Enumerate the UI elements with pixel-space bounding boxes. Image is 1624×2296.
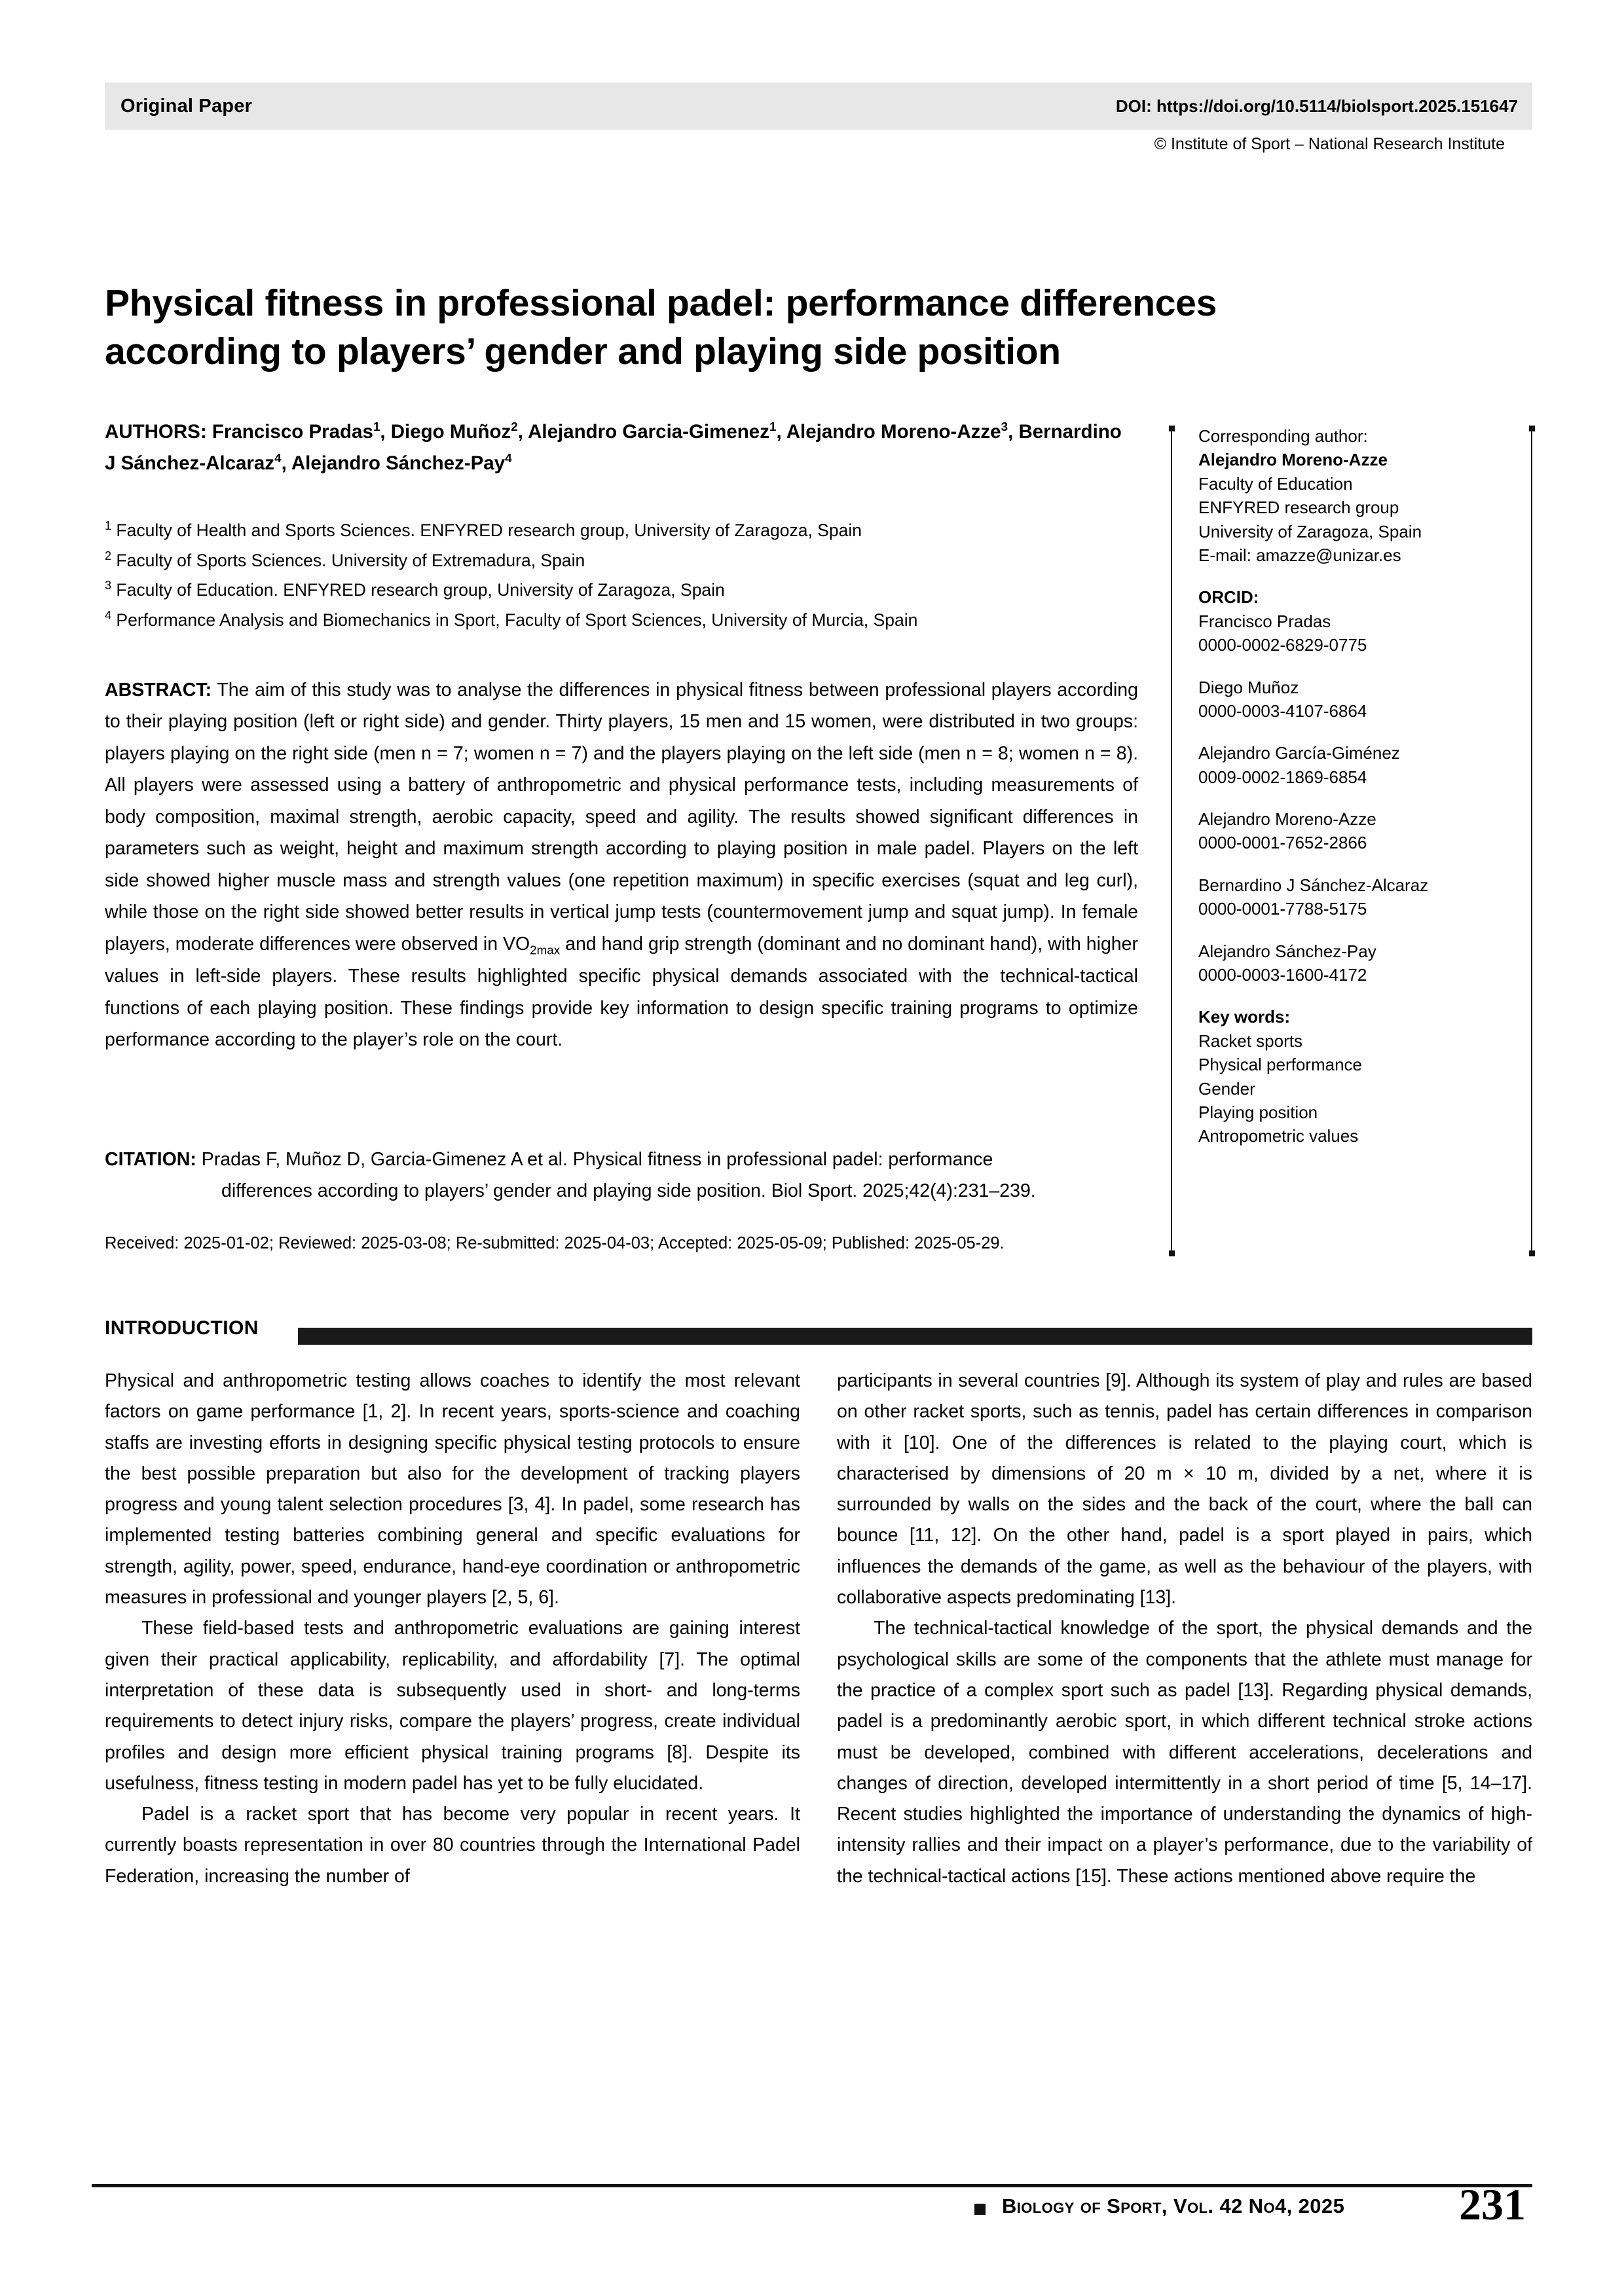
corresponding-author-email[interactable]: E-mail: amazze@unizar.es (1198, 545, 1401, 565)
abstract-subscript: 2max (530, 943, 561, 957)
corresponding-author-block (1198, 424, 1473, 567)
keyword-item: Racket sports (1198, 1030, 1302, 1051)
sidebar-rule-left (1171, 426, 1172, 1256)
sidebar-rule-right (1531, 426, 1532, 1256)
orcid-entry (1198, 741, 1473, 789)
affiliation-text: Faculty of Health and Sports Sciences. ENFYRED research group, University of Zaragoza, Spain (116, 520, 862, 540)
keyword-item: Antropometric values (1198, 1126, 1359, 1146)
orcid-id[interactable]: 0000-0001-7652-2866 (1198, 833, 1367, 853)
orcid-name: Alejandro García-Giménez (1198, 743, 1400, 763)
orcid-id[interactable]: 0000-0003-4107-6864 (1198, 701, 1367, 721)
paragraph: These field-based tests and anthropometric evaluations are gaining interest given their practical applicability, replicability, and affordability [7]. The optimal interpretation of these data is subsequently used in short- and long-terms requirements to detect injury risks, compare the players’ progress, create individual profiles and design more efficient physical training programs [8]. Despite its usefulness, fitness testing in modern padel has yet to be fully elucidated. (105, 1618, 800, 1794)
orcid-entry (1198, 939, 1473, 987)
abstract-part-2: and hand grip strength (dominant and no dominant hand), with higher values in left-side players. These results highlighted specific physical demands associated with the technical-tactical functions of each playing position. These findings provide key information to design specific training programs to optimize performance according to the player’s role on the court. (105, 933, 1138, 1051)
paragraph: Physical and anthropometric testing allows coaches to identify the most relevant factors on game performance [1, 2]. In recent years, sports-science and coaching staffs are investing efforts in designing specific physical testing protocols to ensure the best possible preparation but also for the development of tracking players progress and young talent selection procedures [3, 4]. In padel, some research has implemented testing batteries combining general and specific evaluations for strength, agility, power, speed, endurance, hand-eye coordination or anthropometric measures in professional and younger players [2, 5, 6]. (105, 1370, 800, 1609)
orcid-label: ORCID: (1198, 587, 1259, 608)
keywords-block (1198, 1005, 1473, 1148)
affiliations-list (105, 516, 1126, 635)
orcid-entry (1198, 807, 1473, 855)
orcid-id[interactable]: 0000-0003-1600-4172 (1198, 965, 1367, 985)
keyword-item: Physical performance (1198, 1055, 1362, 1075)
doi-label[interactable]: DOI: https://doi.org/10.5114/biolsport.2025.151647 (1115, 96, 1518, 116)
affiliation-item: $^2$ Faculty of Sports Sciences. University of Extremadura, Spain (105, 549, 585, 570)
keyword-item: Gender (1198, 1078, 1255, 1099)
footer-rule (92, 2184, 1532, 2187)
orcid-name: Alejandro Moreno-Azze (1198, 809, 1376, 829)
header-band (105, 82, 1532, 130)
corresponding-author-name: Alejandro Moreno-Azze (1198, 450, 1388, 470)
orcid-id[interactable]: 0000-0002-6829-0775 (1198, 635, 1367, 655)
section-heading-introduction: INTRODUCTION (105, 1317, 259, 1339)
orcid-name: Alejandro Sánchez-Pay (1198, 941, 1376, 961)
sidebar-rule-cap-bottom-left (1169, 1250, 1175, 1256)
affiliation-item: $^4$ Performance Analysis and Biomechanics in Sport, Faculty of Sport Sciences, University of Murcia, Spain (105, 608, 918, 630)
affiliation-text: Performance Analysis and Biomechanics in Sport, Faculty of Sport Sciences, University of Murcia, Spain (116, 610, 918, 630)
corresponding-author-university: University of Zaragoza, Spain (1198, 521, 1422, 541)
authors-line (105, 416, 1126, 479)
affiliation-item: $^3$ Faculty of Education. ENFYRED research group, University of Zaragoza, Spain (105, 579, 725, 600)
abstract-block (105, 674, 1138, 1055)
abstract-label: ABSTRACT: (105, 680, 212, 701)
affiliation-text: Faculty of Sports Sciences. University of Extremadura, Spain (116, 550, 585, 570)
paragraph: The technical-tactical knowledge of the sport, the physical demands and the psychological skills are some of the components that the athlete must manage for the practice of a complex sport such as padel [13]. Regarding physical demands, padel is a predominantly aerobic sport, in which different technical stroke actions must be developed, combined with different accelerations, decelerations and changes of direction, developed intermittently in a short period of time [5, 14–17]. Recent studies highlighted the importance of understanding the dynamics of high-intensity rallies and their impact on a player’s performance, due to the variability of the technical-tactical actions [15]. These actions mentioned above require the (837, 1618, 1532, 1887)
authors-names: Francisco Pradas$^1$, Diego Muñoz$^2$, Alejandro Garcia-Gimenez$^1$, Alejandro Moreno-Azze$^3$, Bernardino J Sánchez-Alcaraz$^4$, Alejandro Sánchez-Pay$^4$ (105, 420, 1122, 474)
orcid-id[interactable]: 0000-0001-7788-5175 (1198, 899, 1367, 919)
corresponding-author-group: ENFYRED research group (1198, 498, 1399, 518)
publication-dates: Received: 2025-01-02; Reviewed: 2025-03-08; Re-submitted: 2025-04-03; Accepted: 2025-05-09; Published: 2025-05-29. (105, 1234, 1005, 1252)
copyright-notice: © Institute of Sport – National Research Institute (1154, 135, 1505, 153)
sidebar-rule-cap-top-right (1529, 426, 1535, 431)
page-number: 231 (1459, 2179, 1526, 2229)
affiliation-item: $^1$ Faculty of Health and Sports Sciences. ENFYRED research group, University of Zaragoza, Spain (105, 519, 862, 540)
corresponding-author-label: Corresponding author: (1198, 426, 1368, 446)
section-heading-rule (298, 1328, 1532, 1345)
orcid-entry (1198, 676, 1473, 723)
footer-tick-marker (974, 2204, 986, 2215)
affiliation-text: Faculty of Education. ENFYRED research group, University of Zaragoza, Spain (116, 580, 725, 600)
keywords-label: Key words: (1198, 1007, 1291, 1027)
orcid-entry (1198, 873, 1473, 921)
paragraph: participants in several countries [9]. Although its system of play and rules are based on other racket sports, such as tennis, padel has certain differences in comparison with it [10]. One of the differences is related to the playing court, which is characterised by dimensions of 20 m × 10 m, divided by a net, where it is surrounded by walls on the sides and the back of the court, where the ball can bounce [11, 12]. On the other hand, padel is a sport played in pairs, which influences the demands of the game, as well as the behaviour of the players, with collaborative aspects predominating [13]. (837, 1370, 1532, 1609)
orcid-id[interactable]: 0009-0002-1869-6854 (1198, 767, 1367, 787)
citation-line-2: differences according to players’ gender and playing side position. Biol Sport. 2025;42(4):231–239. (221, 1180, 1036, 1202)
footer-journal-line: Biology of Sport, Vol. 42 No4, 2025 (1002, 2195, 1345, 2217)
metadata-sidebar (1198, 424, 1473, 1148)
article-type-label: Original Paper (120, 95, 253, 117)
citation-line-1 (105, 1144, 1138, 1175)
orcid-name: Francisco Pradas (1198, 611, 1331, 631)
corresponding-author-faculty: Faculty of Education (1198, 473, 1353, 494)
citation-label: CITATION: (105, 1149, 196, 1170)
sidebar-rule-cap-top-left (1169, 426, 1175, 431)
body-column-left (105, 1366, 800, 1892)
paragraph: Padel is a racket sport that has become very popular in recent years. It currently boasts representation in over 80 countries through the International Padel Federation, increasing the number of (105, 1804, 800, 1887)
body-column-right (837, 1366, 1532, 1892)
citation-block (105, 1144, 1138, 1206)
orcid-name: Bernardino J Sánchez-Alcaraz (1198, 875, 1429, 895)
citation-text-1: Pradas F, Muñoz D, Garcia-Gimenez A et al. Physical fitness in professional padel: performance (196, 1149, 993, 1170)
orcid-section-heading (1198, 585, 1473, 657)
authors-label: AUTHORS: (105, 421, 207, 443)
abstract-part-1: The aim of this study was to analyse the differences in physical fitness between professional players according to their playing position (left or right side) and gender. Thirty players, 15 men and 15 women, were distributed in two groups: players playing on the right side (men n = 7; women n = 7) and the players playing on the left side (men n = 8; women n = 8). All players were assessed using a battery of anthropometric and physical performance tests, including measurements of body composition, maximal strength, aerobic capacity, speed and agility. The results showed significant differences in parameters such as weight, height and maximum strength according to playing position in male padel. Players on the left side showed higher muscle mass and strength values (one repetition maximum) in specific exercises (squat and leg curl), while those on the right side showed better results in vertical jump tests (countermovement jump and squat jump). In female players, moderate differences were observed in VO (105, 680, 1138, 955)
sidebar-rule-cap-bottom-right (1529, 1250, 1535, 1256)
page-title: Physical fitness in professional padel: performance differences according to players’ gender and playing side position (105, 282, 1217, 373)
keyword-item: Playing position (1198, 1102, 1318, 1122)
orcid-name: Diego Muñoz (1198, 677, 1299, 697)
